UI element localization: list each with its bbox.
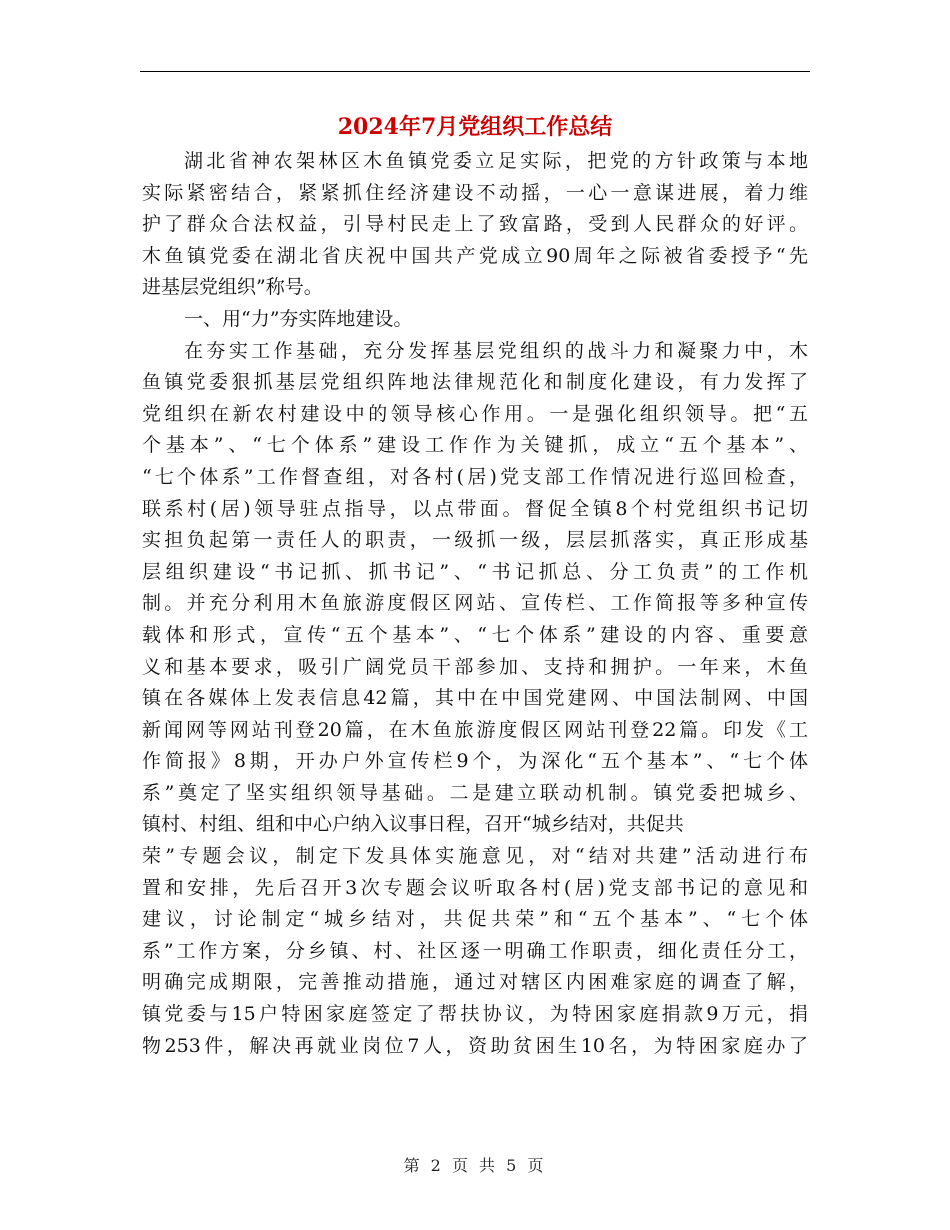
text-line: 层组织建设“书记抓、抓书记”、“书记抓总、分工负责”的工作机 [142,560,808,583]
text-line: 镇在各媒体上发表信息42篇，其中在中国党建网、中国法制网、中国 [142,687,808,710]
text-line: 系”工作方案，分乡镇、村、社区逐一明确工作职责，细化责任分工， [142,939,808,962]
header-rule [140,71,810,72]
text-line: 置和安排，先后召开3次专题会议听取各村(居)党支部书记的意见和 [142,876,808,899]
text-line: 实际紧密结合，紧紧抓住经济建设不动摇，一心一意谋进展，着力维 [142,181,808,204]
text-line: 实担负起第一责任人的职责，一级抓一级，层层抓落实，真正形成基 [142,529,808,552]
text-line: 荣”专题会议，制定下发具体实施意见，对“结对共建”活动进行布 [142,845,808,868]
document-body [142,146,808,1062]
text-line: 木鱼镇党委在湖北省庆祝中国共产党成立90周年之际被省委授予“先 [142,244,808,267]
text-line: 制。并充分利用木鱼旅游度假区网站、宣传栏、工作简报等多种宣传 [142,592,808,615]
text-line: 明确完成期限，完善推动措施，通过对辖区内困难家庭的调查了解， [142,971,808,994]
text-line: 党组织在新农村建设中的领导核心作用。一是强化组织领导。把“五 [142,402,808,425]
text-line: 物253件，解决再就业岗位7人，资助贫困生10名，为特困家庭办了 [142,1034,808,1057]
text-line: 个基本”、“七个体系”建设工作作为关键抓，成立“五个基本”、 [142,434,808,457]
text-line: 义和基本要求，吸引广阔党员干部参加、支持和拥护。一年来，木鱼 [142,655,808,678]
text-line: 系”奠定了坚实组织领导基础。二是建立联动机制。镇党委把城乡、 [142,781,808,804]
text-line: 载体和形式，宣传“五个基本”、“七个体系”建设的内容、重要意 [142,623,808,646]
text-line: 湖北省神农架林区木鱼镇党委立足实际，把党的方针政策与本地 [184,150,808,172]
text-line: 鱼镇党委狠抓基层党组织阵地法律规范化和制度化建设，有力发挥了 [142,371,808,394]
page-footer: 第 2 页 共 5 页 [403,1156,547,1175]
text-line: 护了群众合法权益，引导村民走上了致富路，受到人民群众的好评。 [142,213,808,236]
text-line: 建议，讨论制定“城乡结对，共促共荣”和“五个基本”、“七个体 [142,908,808,931]
text-line: 联系村(居)领导驻点指导，以点带面。督促全镇8个村党组织书记切 [142,497,808,520]
text-line: 在夯实工作基础，充分发挥基层党组织的战斗力和凝聚力中，木 [184,339,808,362]
page-title: 2024年7月党组织工作总结 [337,114,613,140]
text-line: 镇村、村组、组和中心户纳入议事日程，召开“城乡结对，共促共 [142,813,684,836]
text-line: 作简报》8期，开办户外宣传栏9个，为深化“五个基本”、“七个体 [142,750,808,773]
text-line: 进基层党组织”称号。 [142,276,323,299]
text-line: “七个体系”工作督查组，对各村(居)党支部工作情况进行巡回检查， [142,465,808,488]
text-line: 一、用“力”夯实阵地建设。 [184,307,413,330]
text-line: 新闻网等网站刊登20篇，在木鱼旅游度假区网站刊登22篇。印发《工 [142,718,808,741]
text-line: 镇党委与15户特困家庭签定了帮扶协议，为特困家庭捐款9万元，捐 [142,1003,808,1026]
